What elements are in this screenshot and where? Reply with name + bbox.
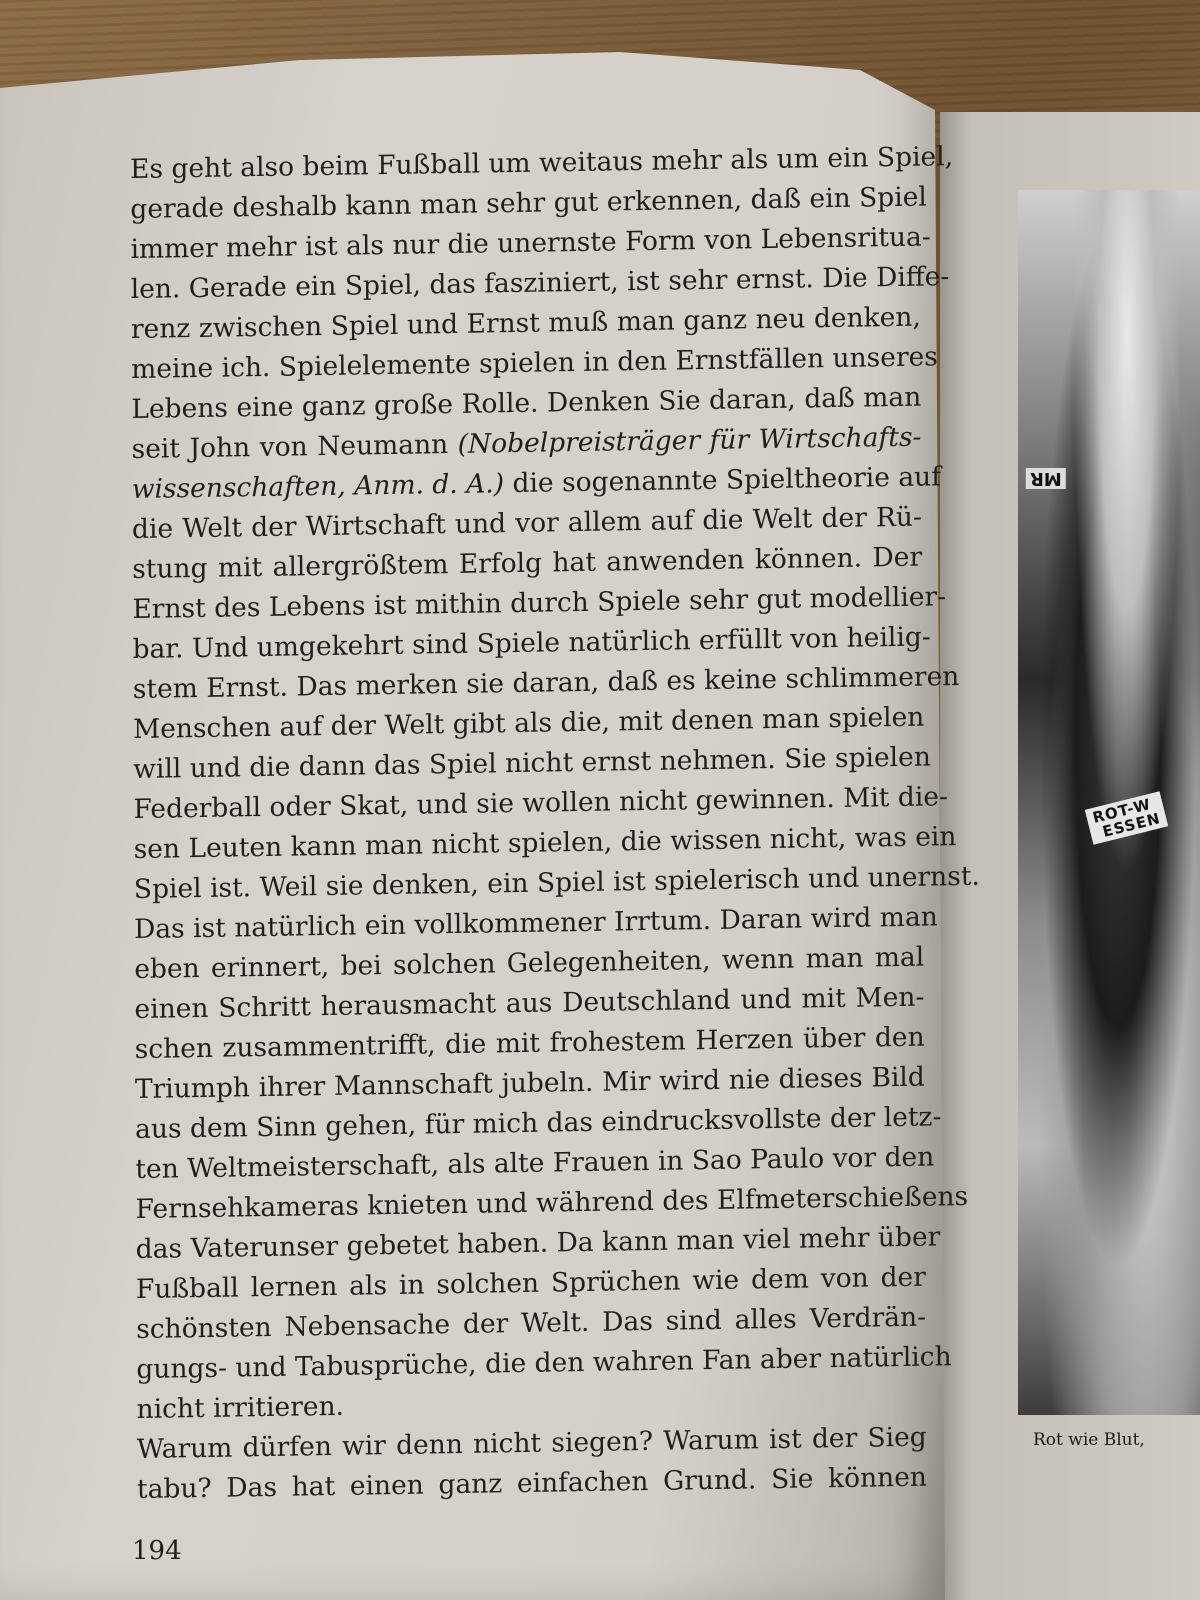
text-line-roman: einen Schritt herausmacht aus Deutschland und mit Men- — [134, 981, 925, 1026]
football-photo — [1018, 190, 1200, 1415]
body-text — [130, 138, 980, 1510]
text-line-roman: die Welt der Wirtschaft und vor allem auf die Welt der Rü- — [131, 501, 922, 546]
text-line-roman: gungs- und Tabusprüche, die den wahren Fan aber natürlich — [136, 1341, 952, 1386]
text-line-roman: schönsten Nebensache der Welt. Das sind alles Verdrän- — [136, 1301, 927, 1346]
text-line-roman: Triumph ihrer Mannschaft jubeln. Mir wird nie dieses Bild — [134, 1061, 925, 1106]
text-line-roman: Ernst des Lebens ist mithin durch Spiele sehr gut modellier- — [132, 581, 947, 626]
text-line-roman: stem Ernst. Das merken sie daran, daß es keine schlimmeren — [132, 661, 960, 706]
text-line-roman: len. Gerade ein Spiel, das fasziniert, ist sehr ernst. Die Diffe- — [130, 261, 950, 306]
text-line-roman: Das ist natürlich ein vollkommener Irrtum. Daran wird man — [134, 901, 938, 946]
text-line-roman: immer mehr ist als nur die unernste Form von Lebensritua- — [130, 221, 931, 266]
text-line-roman: Menschen auf der Welt gibt als die, mit denen man spielen — [132, 701, 925, 746]
text-line-roman: Spiel ist. Weil sie denken, ein Spiel ist spielerisch und unernst. — [133, 860, 980, 906]
text-line-roman: gerade deshalb kann man sehr gut erkennen, daß ein Spiel — [130, 181, 927, 226]
text-line-roman: tabu? Das hat einen ganz einfachen Grund. Sie können — [136, 1461, 927, 1506]
text-line-roman: bar. Und umgekehrt sind Spiele natürlich erfüllt von heilig- — [132, 621, 931, 666]
text-line-roman: nicht irritieren. — [136, 1390, 345, 1426]
text-line-roman: Fernsehkameras knieten und während des Elfmeterschießens — [135, 1180, 969, 1226]
text-line-roman: stung mit allergrößtem Erfolg hat anwenden können. Der — [132, 541, 923, 586]
page-number: 194 — [132, 1536, 182, 1566]
text-line-roman: Lebens eine ganz große Rolle. Denken Sie daran, daß man — [131, 381, 922, 426]
photo-scarf-label: ROT-W ESSEN — [1085, 791, 1169, 845]
text-line-italic: wissenschaften, Anm. d. A.) — [131, 468, 505, 506]
text-line-roman: seit John von Neumann — [131, 428, 458, 466]
text-line-italic: (Nobelpreisträger für Wirtschafts- — [457, 421, 922, 460]
text-line-roman: Federball oder Skat, und sie wollen nicht gewinnen. Mit die- — [133, 781, 948, 826]
text-line-roman: eben erinnert, bei solchen Gelegenheiten, wenn man mal — [134, 941, 925, 986]
text-line-roman: aus dem Sinn gehen, für mich das eindrucksvollste der letz- — [135, 1101, 942, 1146]
text-line-roman: will und die dann das Spiel nicht ernst nehmen. Sie spielen — [133, 741, 931, 786]
text-line-roman: Warum dürfen wir denn nicht siegen? Warum ist der Sieg — [136, 1421, 927, 1466]
text-line-roman: Fußball lernen als in solchen Sprüchen wie dem von der — [135, 1261, 926, 1306]
text-line-roman: renz zwischen Spiel und Ernst muß man ganz neu denken, — [130, 301, 921, 346]
text-line-roman: sen Leuten kann man nicht spielen, die wissen nicht, was ein — [133, 821, 957, 866]
text-line-roman: Es geht also beim Fußball um weitaus mehr als um ein Spiel, — [130, 141, 954, 186]
photo-label-top: MR — [1026, 468, 1066, 489]
text-line-roman: das Vaterunser gebetet haben. Da kann man viel mehr über — [135, 1221, 941, 1266]
text-line-roman: schen zusammentrifft, die mit frohestem Herzen über den — [134, 1021, 925, 1066]
text-line-roman: die sogenannte Spieltheorie auf — [504, 461, 942, 500]
photo-caption: Rot wie Blut, — [1033, 1430, 1145, 1450]
text-line-roman: ten Weltmeisterschaft, als alte Frauen in Sao Paulo vor den — [135, 1141, 935, 1186]
text-line-roman: meine ich. Spielelemente spielen in den Ernstfällen unseres — [131, 341, 938, 386]
